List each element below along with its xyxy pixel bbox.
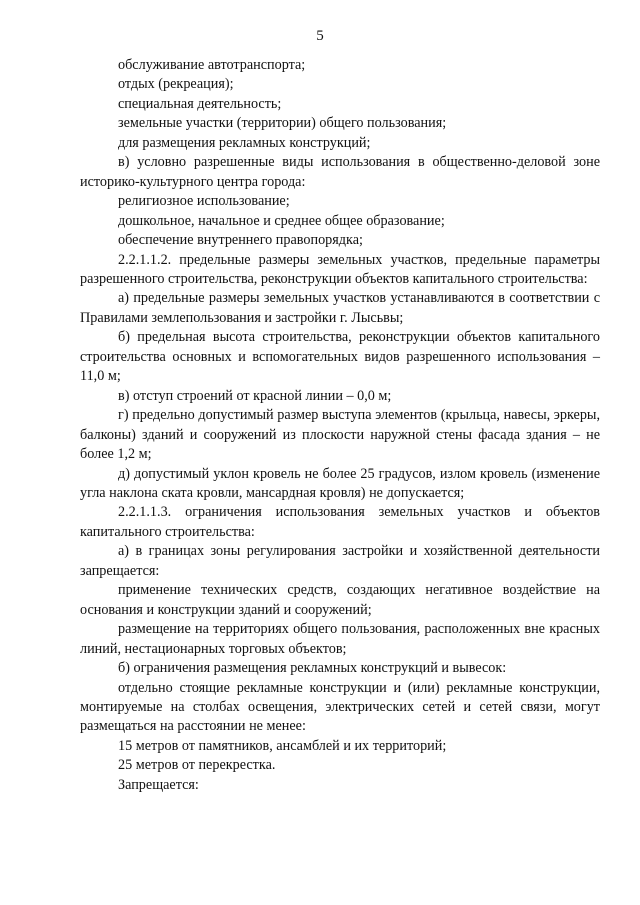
paragraph: применение технических средств, создающих негативное воздействие на основания и конструкции зданий и сооружений; <box>80 582 600 618</box>
list-item: для размещения рекламных конструкций; <box>118 134 371 151</box>
paragraph: 2.2.1.1.2. предельные размеры земельных участков, предельные параметры разрешенного строительства, реконструкции объектов капитального строительства: <box>80 251 600 287</box>
list-item: специальная деятельность; <box>118 95 282 112</box>
paragraph: в) отступ строений от красной линии – 0,0 м; <box>118 387 392 404</box>
list-item: обслуживание автотранспорта; <box>118 57 306 73</box>
paragraph: 2.2.1.1.3. ограничения использования земельных участков и объектов капитального строительства: <box>80 504 600 540</box>
paragraph: д) допустимый уклон кровель не более 25 градусов, излом кровель (изменение угла наклона ската кровли, мансардная кровля) не допускается; <box>80 465 600 501</box>
paragraph: б) предельная высота строительства, реконструкции объектов капитального строительства основных и вспомогательных видов разрешенного использования – 11,0 м; <box>80 329 600 385</box>
list-item: отдых (рекреация); <box>118 76 234 93</box>
list-item: Запрещается: <box>118 776 199 793</box>
list-item: 15 метров от памятников, ансамблей и их территорий; <box>118 737 447 754</box>
paragraph: а) предельные размеры земельных участков устанавливаются в соответствии с Правилами землепользования и застройки г. Лысьвы; <box>80 290 600 326</box>
list-item: земельные участки (территории) общего пользования; <box>118 115 447 132</box>
list-item: дошкольное, начальное и среднее общее образование; <box>118 212 445 229</box>
list-item: религиозное использование; <box>118 193 290 210</box>
page-number: 5 <box>316 28 324 44</box>
paragraph: отдельно стоящие рекламные конструкции и (или) рекламные конструкции, монтируемые на столбах освещения, электрических сетей и сетей связи, могут размещаться на расстоянии не менее: <box>80 679 600 735</box>
paragraph: г) предельно допустимый размер выступа элементов (крыльца, навесы, эркеры, балконы) зданий и сооружений из плоскости наружной стены фасада здания – не более 1,2 м; <box>80 407 600 463</box>
list-item: обеспечение внутреннего правопорядка; <box>118 232 363 249</box>
list-item: 25 метров от перекрестка. <box>118 757 276 774</box>
paragraph: размещение на территориях общего пользования, расположенных вне красных линий, нестационарных торговых объектов; <box>80 621 600 657</box>
document-body <box>80 56 600 795</box>
paragraph: б) ограничения размещения рекламных конструкций и вывесок: <box>118 660 507 677</box>
paragraph: а) в границах зоны регулирования застройки и хозяйственной деятельности запрещается: <box>80 543 600 579</box>
paragraph: в) условно разрешенные виды использования в общественно-деловой зоне историко-культурного центра города: <box>80 154 600 190</box>
